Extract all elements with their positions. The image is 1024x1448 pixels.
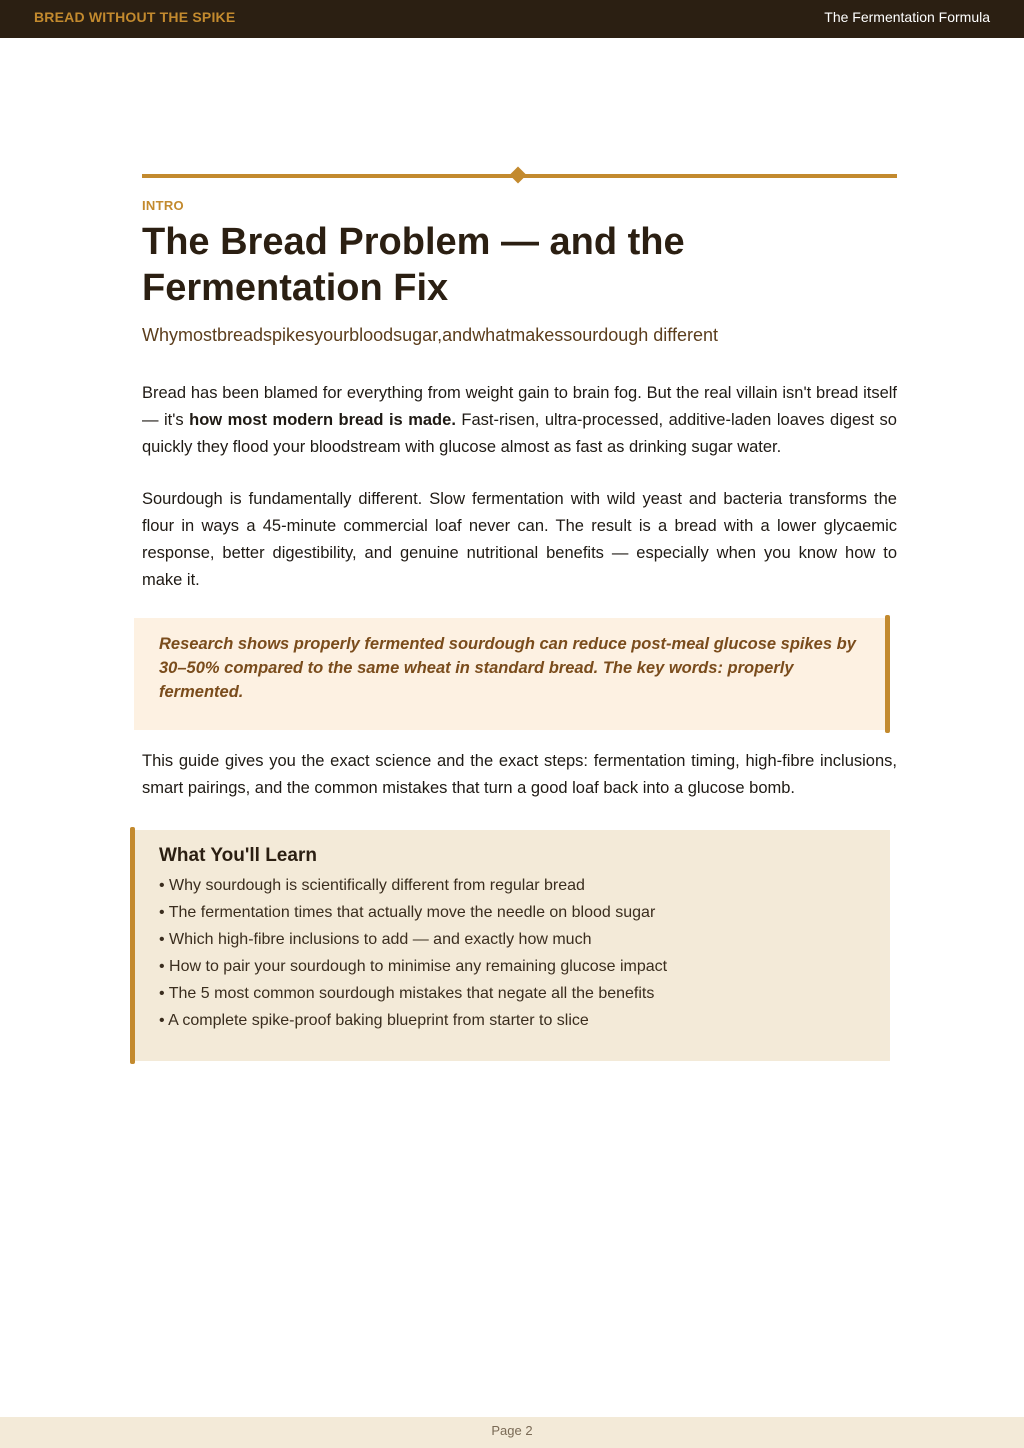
page-number: Page 2 bbox=[491, 1423, 533, 1438]
section-divider bbox=[142, 165, 897, 187]
list-item: • Why sourdough is scientifically different from regular bread bbox=[159, 877, 585, 894]
learn-list bbox=[159, 872, 870, 1034]
section-kicker: INTRO bbox=[142, 198, 184, 213]
page-header bbox=[0, 0, 1024, 38]
page-title: The Bread Problem — and the Fermentation Fix bbox=[142, 221, 685, 309]
list-item: • How to pair your sourdough to minimise any remaining glucose impact bbox=[159, 958, 668, 975]
paragraph-text: Bread has been blamed for everything from weight gain to brain fog. But the real villain isn't bread itself — it's bbox=[142, 384, 897, 429]
paragraph-text: Fast-risen, ultra-processed, additive-laden loaves digest so quickly they flood your bloodstream with glucose almost as fast as drinking sugar water. bbox=[142, 411, 897, 456]
brand-label: BREAD WITHOUT THE SPIKE bbox=[34, 9, 236, 25]
list-item: • A complete spike-proof baking blueprint from starter to slice bbox=[159, 1012, 589, 1029]
emphasis-text: how most modern bread is made. bbox=[189, 411, 456, 429]
page-footer bbox=[0, 1417, 1024, 1448]
diamond-icon bbox=[510, 167, 527, 184]
learn-accent-bar bbox=[130, 827, 135, 1064]
intro-paragraph-2: Sourdough is fundamentally different. Slow fermentation with wild yeast and bacteria transforms the flour in ways a 45-minute commercial loaf never can. The result is a bread with a lower glycaemic response, better digestibility, and genuine nutritional benefits — especially when you know how to make it. bbox=[142, 490, 897, 589]
list-item: • The 5 most common sourdough mistakes that negate all the benefits bbox=[159, 985, 655, 1002]
book-title: The Fermentation Formula bbox=[824, 9, 990, 25]
list-item: • Which high-fibre inclusions to add — and exactly how much bbox=[159, 931, 592, 948]
research-callout bbox=[134, 618, 886, 730]
intro-paragraph-1 bbox=[142, 380, 897, 461]
page-content bbox=[142, 165, 897, 1061]
page-subtitle: Whymostbreadspikesyourbloodsugar,andwhatmakessourdough different bbox=[142, 325, 719, 345]
intro-paragraph-3: This guide gives you the exact science and the exact steps: fermentation timing, high-fibre inclusions, smart pairings, and the common mistakes that turn a good loaf back into a glucose bomb. bbox=[142, 752, 897, 797]
list-item: • The fermentation times that actually move the needle on blood sugar bbox=[159, 904, 656, 921]
callout-accent-bar bbox=[885, 615, 890, 733]
callout-text: Research shows properly fermented sourdough can reduce post-meal glucose spikes by 30–50% compared to the same wheat in standard bread. The key words: properly fermented. bbox=[159, 635, 856, 701]
learn-box bbox=[134, 830, 890, 1061]
learn-heading: What You'll Learn bbox=[159, 845, 317, 866]
